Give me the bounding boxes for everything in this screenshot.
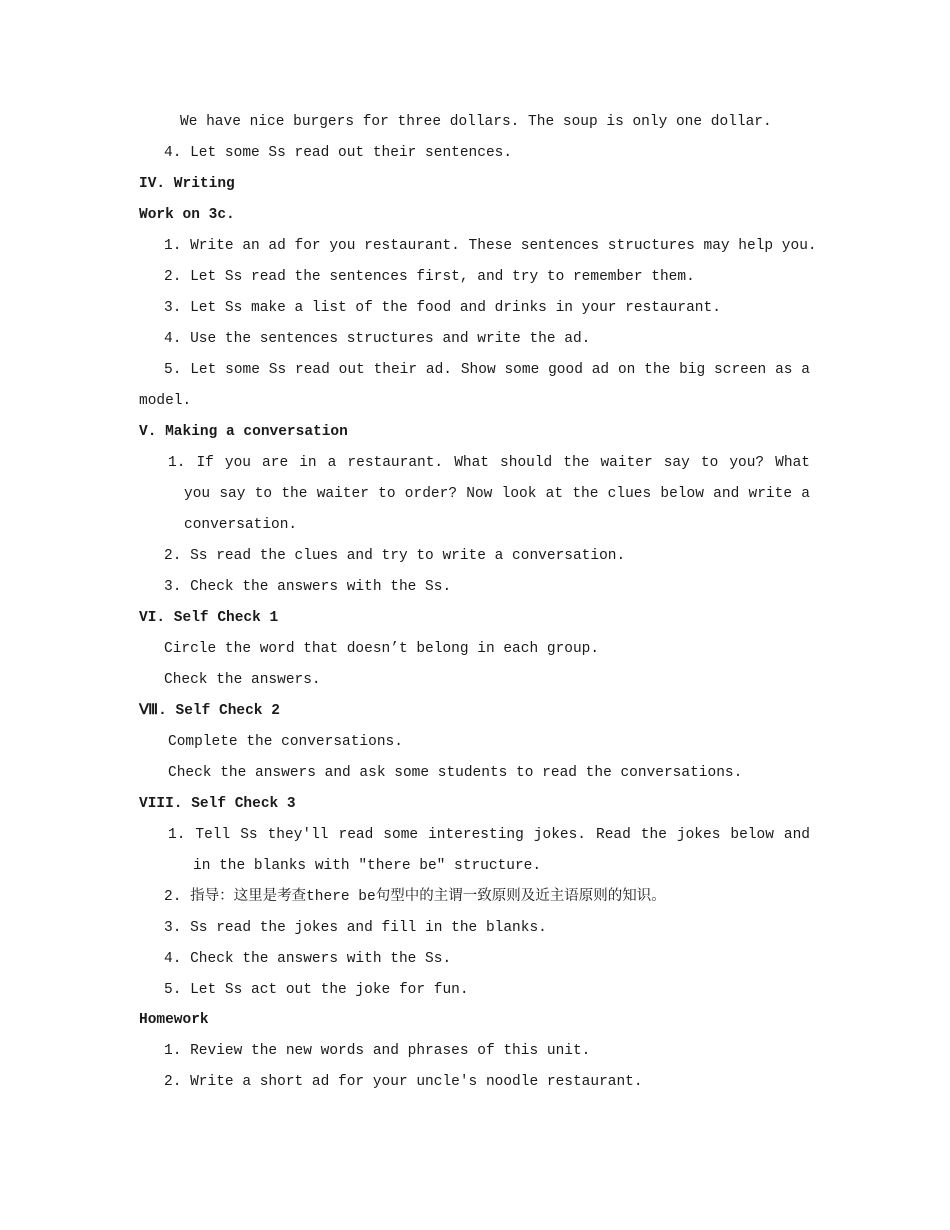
writing-item-5-continued: model. [139, 393, 192, 409]
self-check-1-heading: VI. Self Check 1 [139, 610, 279, 626]
self-check-3-item-5: 5. Let Ss act out the joke for fun. [164, 982, 469, 998]
self-check-2-item-2: Check the answers and ask some students to read the conversations. [168, 765, 743, 781]
self-check-3-item-4: 4. Check the answers with the Ss. [164, 951, 452, 967]
intro-text: We have nice burgers for three dollars. The soup is only one dollar. [180, 114, 772, 130]
homework-item-1: 1. Review the new words and phrases of this unit. [164, 1043, 591, 1059]
intro-item-4: 4. Let some Ss read out their sentences. [164, 145, 513, 161]
self-check-2-item-1: Complete the conversations. [168, 734, 403, 750]
conversation-item-2: 2. Ss read the clues and try to write a conversation. [164, 548, 626, 564]
writing-item-3: 3. Let Ss make a list of the food and drinks in your restaurant. [164, 300, 721, 316]
self-check-1-item-2: Check the answers. [164, 672, 321, 688]
writing-item-4: 4. Use the sentences structures and write the ad. [164, 331, 591, 347]
conversation-item-3: 3. Check the answers with the Ss. [164, 579, 452, 595]
self-check-3-item-1: 1. Tell Ss they'll read some interesting jokes. Read the jokes below and [168, 827, 810, 843]
conversation-item-1: 1. If you are in a restaurant. What should the waiter say to you? What [168, 455, 810, 471]
self-check-3-heading: VIII. Self Check 3 [139, 796, 296, 812]
conversation-item-1-line-3: conversation. [184, 517, 298, 533]
self-check-2-heading: Ⅷ. Self Check 2 [139, 703, 280, 719]
writing-item-5: 5. Let some Ss read out their ad. Show some good ad on the big screen as a [164, 362, 810, 378]
self-check-1-item-1: Circle the word that doesn’t belong in each group. [164, 641, 600, 657]
homework-item-2: 2. Write a short ad for your uncle's noodle restaurant. [164, 1074, 643, 1090]
writing-subheading: Work on 3c. [139, 207, 235, 223]
conversation-item-1-line-2: you say to the waiter to order? Now look at the clues below and write a [184, 486, 810, 502]
writing-item-1: 1. Write an ad for you restaurant. These sentences structures may help you. [164, 238, 817, 254]
conversation-heading: V. Making a conversation [139, 424, 348, 440]
homework-heading: Homework [139, 1012, 209, 1028]
self-check-3-item-1-line-2: in the blanks with "there be" structure. [193, 858, 542, 874]
self-check-3-item-2: 2. 指导：这里是考查there be句型中的主谓一致原则及近主语原则的知识。 [164, 889, 666, 905]
writing-heading: IV. Writing [139, 176, 235, 192]
self-check-3-item-3: 3. Ss read the jokes and fill in the blanks. [164, 920, 547, 936]
writing-item-2: 2. Let Ss read the sentences first, and try to remember them. [164, 269, 695, 285]
